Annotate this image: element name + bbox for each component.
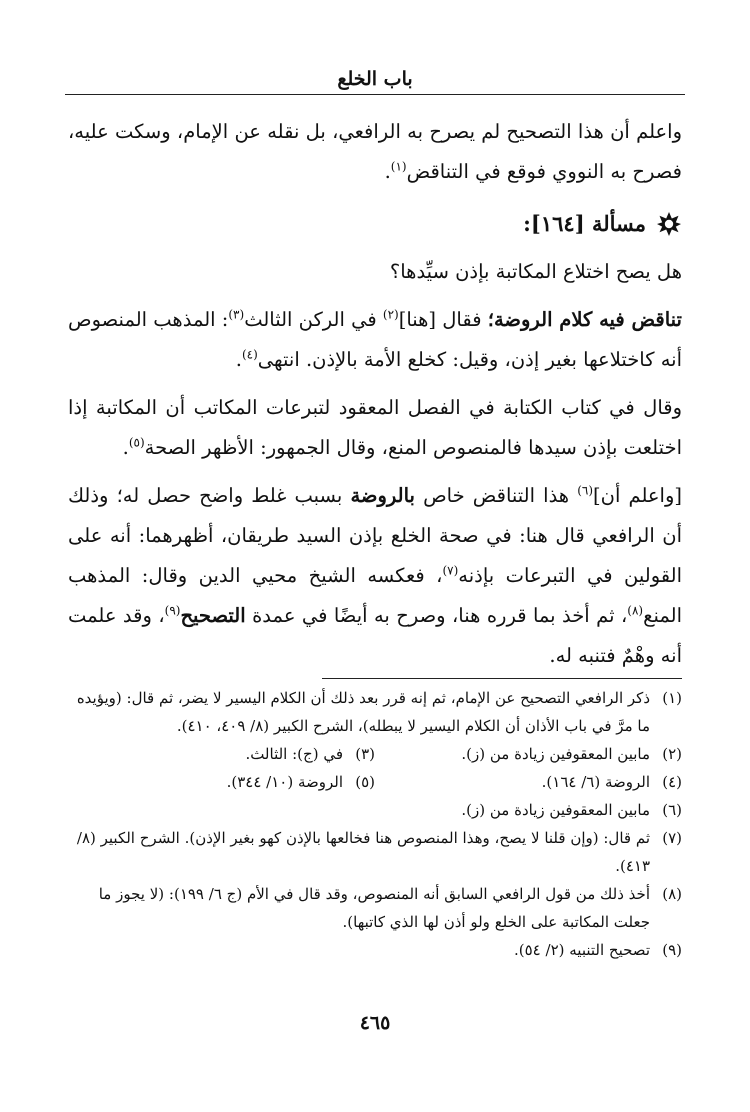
footnote-text: ثم قال: (وإن قلنا لا يصح، وهذا المنصوص هنا فخالعها بالإذن كهو بغير الإذن). الشرح الكبير (٨/ ٤١٣). xyxy=(76,829,650,875)
paragraph-4-d: ، فعكسه الشيخ محيي الدين وقال: المذهب المنع xyxy=(68,564,682,627)
paragraph-4-c: بسبب غلط واضح حصل له؛ وذلك أن الرافعي قال هنا: في صحة الخلع بإذن السيد طريقان، أظهرهما: أنه على القولين في التبرعات بإذنه xyxy=(68,484,682,587)
paragraph-4 xyxy=(68,476,682,676)
main-text xyxy=(68,112,682,676)
footnote-text: أخذ ذلك من قول الرافعي السابق أنه المنصوص، وقد قال في الأم (ج ٦/ ١٩٩): (لا يجوز ما جعلت المكاتبة على الخلع ولو أذن لها الذي كاتبها). xyxy=(98,885,650,931)
footnote-text: الروضة (٦/ ١٦٤). xyxy=(541,773,650,791)
footnote-number: (٨) xyxy=(662,885,682,903)
paragraph-2-end: . xyxy=(235,348,242,371)
footnote-text: مابين المعقوفين زيادة من (ز). xyxy=(461,801,650,819)
footnotes xyxy=(68,684,682,964)
paragraph-4-e: ، ثم أخذ بما قرره هنا، وصرح به أيضًا في عمدة xyxy=(245,604,628,627)
footnote-number: (٦) xyxy=(662,801,682,819)
issue-heading xyxy=(68,204,682,244)
footnote-8 xyxy=(68,880,682,936)
paragraph-2-a: فقال [هنا] xyxy=(398,308,488,331)
footnote-6 xyxy=(68,796,682,824)
question: هل يصح اختلاع المكاتبة بإذن سيِّدها؟ xyxy=(389,260,682,283)
footnote-2 xyxy=(375,740,682,768)
paragraph-4-a: [واعلم أن] xyxy=(593,484,682,507)
footnote-text: في (ج): الثالث. xyxy=(245,745,343,763)
paragraph-2-bold: تناقض فيه كلام الروضة؛ xyxy=(487,308,682,331)
footnote-text: ذكر الرافعي التصحيح عن الإمام، ثم إنه قرر بعد ذلك أن الكلام اليسير لا يضر، ثم قال: (ويؤيده ما مرَّ في باب الأذان أن الكلام اليسير لا يبطله)، الشرح الكبير (٨/ ٤٠٩، ٤١٠). xyxy=(76,689,650,735)
paragraph-2-c: : المذهب المنصوص أنه كاختلاعها بغير إذن، وقيل: كخلع الأمة بالإذن. انتهى xyxy=(68,308,682,371)
paragraph-2 xyxy=(68,300,682,380)
footnote-9 xyxy=(68,936,682,964)
footnote-number: (٣) xyxy=(355,745,375,763)
paragraph-2-b: في الركن الثالث xyxy=(244,308,383,331)
footnote-row-2-3 xyxy=(68,740,682,768)
footnote-text: الروضة (١٠/ ٣٤٤). xyxy=(226,773,343,791)
paragraph-4-bold-2: التصحيح xyxy=(180,604,246,627)
footnote-row-4-5 xyxy=(68,768,682,796)
header-rule xyxy=(65,94,685,95)
footnote-number: (٢) xyxy=(662,745,682,763)
footnote-ref-5[interactable]: (٥) xyxy=(128,435,145,450)
paragraph-1 xyxy=(68,112,682,192)
footnote-number: (١) xyxy=(662,689,682,707)
page-number: ٤٦٥ xyxy=(359,1012,391,1034)
footnote-7 xyxy=(68,824,682,880)
footnote-text: مابين المعقوفين زيادة من (ز). xyxy=(461,745,650,763)
paragraph-3-end: . xyxy=(122,436,129,459)
footnote-ref-3[interactable]: (٣) xyxy=(228,307,245,322)
footnote-ref-9[interactable]: (٩) xyxy=(164,603,181,618)
footnote-4 xyxy=(375,768,682,796)
footnote-number: (٤) xyxy=(662,773,682,791)
star-ornament-icon xyxy=(656,211,682,237)
paragraph-4-b: هذا التناقض خاص xyxy=(414,484,578,507)
paragraph-3 xyxy=(68,388,682,468)
footnote-ref-8[interactable]: (٨) xyxy=(627,603,644,618)
footnote-text: تصحيح التنبيه (٢/ ٥٤). xyxy=(514,941,650,959)
footnote-number: (٧) xyxy=(662,829,682,847)
issue-label: مسألة [١٦٤]: xyxy=(523,211,646,236)
footnote-ref-1[interactable]: (١) xyxy=(390,159,407,174)
running-title: باب الخلع xyxy=(337,68,413,90)
footnote-rule xyxy=(322,678,682,679)
paragraph-4-bold-1: بالروضة xyxy=(350,484,415,507)
footnote-5 xyxy=(68,768,375,796)
paragraph-4-f: ، وقد علمت أنه وهْمٌ فتنبه له. xyxy=(68,604,682,667)
footnote-3 xyxy=(68,740,375,768)
footnote-ref-7[interactable]: (٧) xyxy=(442,563,459,578)
paragraph-3-text: وقال في كتاب الكتابة في الفصل المعقود لتبرعات المكاتب أن المكاتبة إذا اختلعت بإذن سيدها فالمنصوص المنع، وقال الجمهور: الأظهر الصحة xyxy=(68,396,682,459)
footnote-ref-4[interactable]: (٤) xyxy=(241,347,258,362)
footnote-number: (٥) xyxy=(355,773,375,791)
footnote-ref-6[interactable]: (٦) xyxy=(577,483,594,498)
paragraph-1-text: واعلم أن هذا التصحيح لم يصرح به الرافعي، بل نقله عن الإمام، وسكت عليه، فصرح به النووي فوقع في التناقض xyxy=(68,120,682,183)
footnote-number: (٩) xyxy=(662,941,682,959)
paragraph-1-end: . xyxy=(384,160,391,183)
footnote-1 xyxy=(68,684,682,740)
footnote-ref-2[interactable]: (٢) xyxy=(382,307,399,322)
